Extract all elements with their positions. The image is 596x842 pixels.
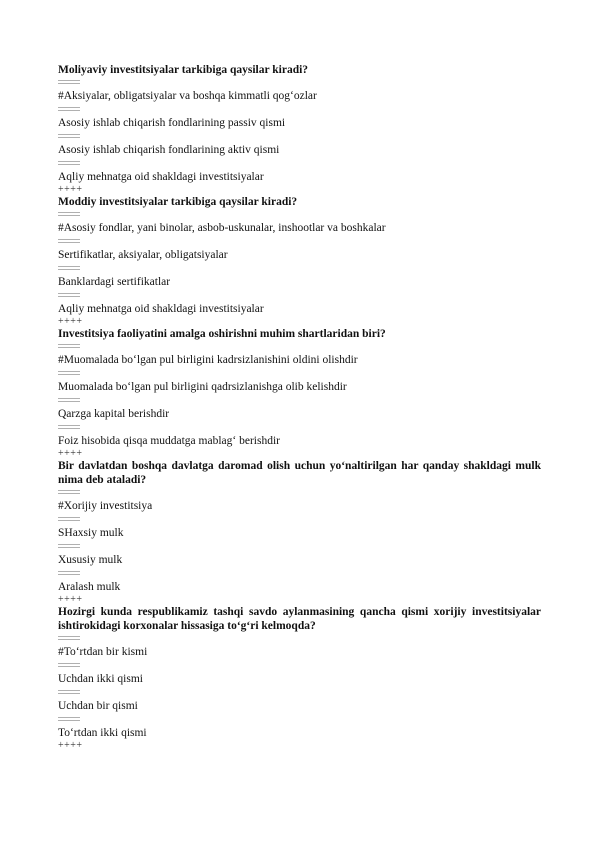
question-block-5 — [58, 605, 541, 751]
answer-option: Xususiy mulk — [58, 554, 123, 566]
answer-option: Banklardagi sertifikatlar — [58, 276, 171, 288]
separator — [58, 131, 541, 142]
separator — [58, 660, 541, 671]
answer-option: #Xorijiy investitsiya — [58, 500, 153, 512]
question-text: Moddiy investitsiyalar tarkibiga qaysilar kiradi? — [58, 196, 298, 208]
question-block-3 — [58, 327, 541, 459]
separator — [58, 568, 541, 579]
question-text: Bir davlatdan boshqa davlatga daromad olish uchun yo‘naltirilgan har qanday shakldagi mulk nima deb ataladi? — [58, 460, 541, 486]
separator — [58, 341, 541, 352]
answer-option: Uchdan ikki qismi — [58, 673, 143, 685]
separator — [58, 77, 541, 88]
separator — [58, 714, 541, 725]
separator — [58, 209, 541, 220]
answer-option: SHaxsiy mulk — [58, 527, 124, 539]
separator — [58, 395, 541, 406]
separator — [58, 633, 541, 644]
answer-option: To‘rtdan ikki qismi — [58, 727, 147, 739]
question-text: Investitsiya faoliyatini amalga oshirishni muhim shartlaridan biri? — [58, 328, 386, 340]
separator — [58, 290, 541, 301]
separator — [58, 422, 541, 433]
answer-option: Foiz hisobida qisqa muddatga mablag‘ berishdir — [58, 435, 280, 447]
separator — [58, 104, 541, 115]
test-document — [58, 63, 541, 751]
answer-option: Aqliy mehnatga oid shakldagi investitsiyalar — [58, 171, 264, 183]
separator — [58, 487, 541, 498]
answer-option: Uchdan bir qismi — [58, 700, 138, 712]
end-marker: ++++ — [58, 184, 83, 195]
separator — [58, 687, 541, 698]
answer-option: #To‘rtdan bir kismi — [58, 646, 148, 658]
end-marker: ++++ — [58, 594, 83, 605]
answer-option: #Muomalada bo‘lgan pul birligini kadrsizlanishini oldini olishdir — [58, 354, 358, 366]
answer-option: #Aksiyalar, obligatsiyalar va boshqa kimmatli qog‘ozlar — [58, 90, 317, 102]
answer-option: Aralash mulk — [58, 581, 121, 593]
question-block-1 — [58, 63, 541, 195]
end-marker: ++++ — [58, 740, 83, 751]
question-block-2 — [58, 195, 541, 327]
separator — [58, 368, 541, 379]
end-marker: ++++ — [58, 316, 83, 327]
answer-option: Muomalada bo‘lgan pul birligini qadrsizlanishga olib kelishdir — [58, 381, 347, 393]
end-marker: ++++ — [58, 448, 83, 459]
separator — [58, 236, 541, 247]
separator — [58, 541, 541, 552]
question-text: Hozirgi kunda respublikamiz tashqi savdo aylanmasining qancha qismi xorijiy investitsiyalar ishtirokidagi korxonalar hissasiga to‘g‘ri kelmoqda? — [58, 606, 541, 632]
answer-option: Qarzga kapital berishdir — [58, 408, 170, 420]
answer-option: Sertifikatlar, aksiyalar, obligatsiyalar — [58, 249, 228, 261]
answer-option: #Asosiy fondlar, yani binolar, asbob-uskunalar, inshootlar va boshkalar — [58, 222, 386, 234]
answer-option: Asosiy ishlab chiqarish fondlarining aktiv qismi — [58, 144, 280, 156]
question-text: Moliyaviy investitsiyalar tarkibiga qaysilar kiradi? — [58, 64, 309, 76]
separator — [58, 263, 541, 274]
separator — [58, 514, 541, 525]
separator — [58, 158, 541, 169]
answer-option: Aqliy mehnatga oid shakldagi investitsiyalar — [58, 303, 264, 315]
question-block-4 — [58, 459, 541, 605]
answer-option: Asosiy ishlab chiqarish fondlarining passiv qismi — [58, 117, 286, 129]
